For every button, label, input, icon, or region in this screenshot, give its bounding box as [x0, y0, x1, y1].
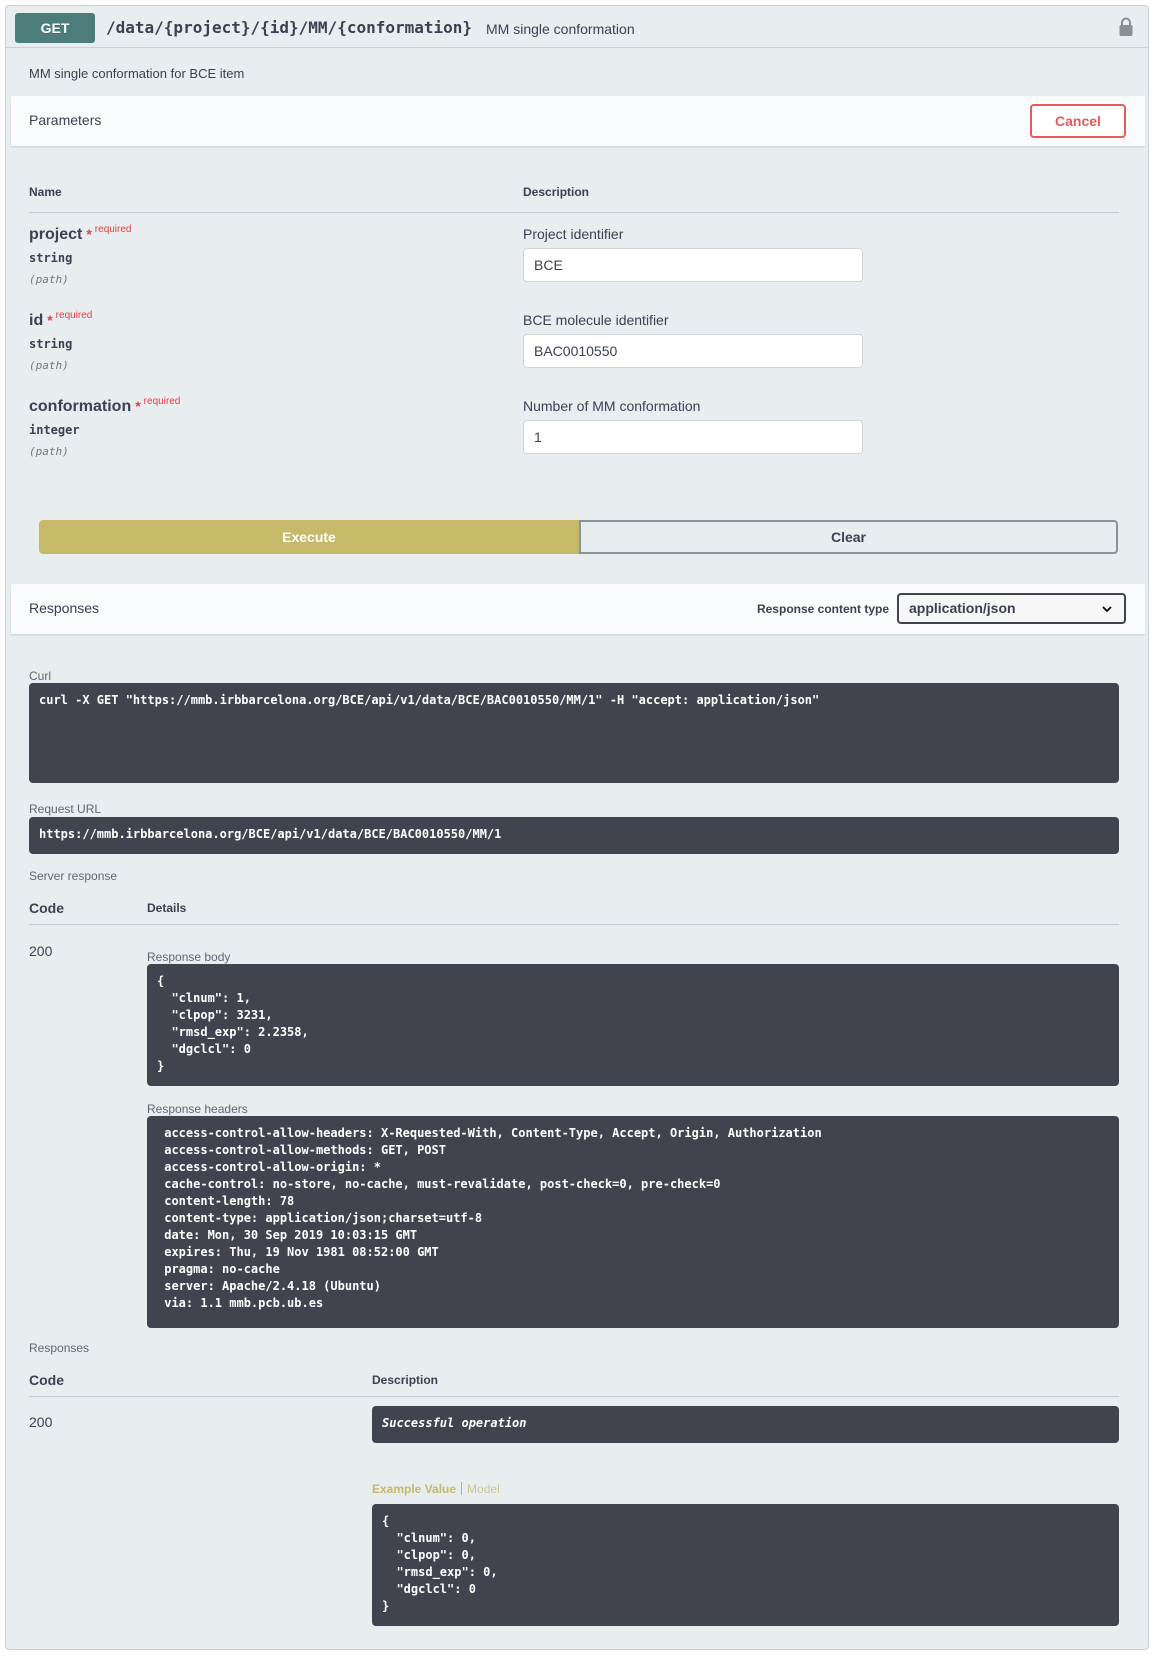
example-value[interactable]: { "clnum": 0, "clpop": 0, "rmsd_exp": 0, "dgclcl": 0 } — [372, 1504, 1119, 1626]
responses-title: Responses — [29, 600, 100, 616]
param-desc-project: Project identifier — [523, 226, 624, 242]
server-response-label: Server response — [29, 869, 118, 883]
param-type-id: string — [29, 337, 73, 351]
doc-col-code: Code — [29, 1372, 64, 1388]
server-col-details: Details — [147, 901, 187, 915]
param-name-project: project * $^{required}$ — [29, 224, 132, 243]
operation-description: MM single conformation for BCE item — [29, 66, 245, 81]
param-in-project: (path) — [29, 273, 69, 286]
clear-button[interactable]: Clear — [579, 520, 1118, 554]
request-url-label: Request URL — [29, 802, 102, 816]
doc-col-description: Description — [372, 1373, 439, 1387]
tab-separator — [461, 1482, 462, 1495]
param-in-conformation: (path) — [29, 445, 69, 458]
doc-table-divider — [29, 1396, 1119, 1397]
execute-button[interactable]: Execute — [39, 520, 579, 554]
param-type-conformation: integer — [29, 423, 80, 437]
example-tabs — [372, 1482, 500, 1496]
tab-model[interactable]: Model — [467, 1482, 500, 1496]
responses-header — [11, 584, 1145, 634]
server-response-code: 200 — [29, 943, 53, 959]
doc-response-description: Successful operation — [372, 1406, 1119, 1443]
operation-summary[interactable] — [6, 6, 1148, 48]
response-body[interactable]: { "clnum": 1, "clpop": 3231, "rmsd_exp": 2.2358, "dgclcl": 0 } — [147, 964, 1119, 1086]
parameters-header — [11, 96, 1145, 146]
response-headers-label: Response headers — [147, 1102, 248, 1116]
cancel-button[interactable]: Cancel — [1030, 104, 1126, 138]
method-badge: GET — [15, 13, 95, 43]
operation-path: /data/{project}/{id}/MM/{conformation} — [106, 18, 473, 37]
param-table-divider — [29, 212, 1119, 213]
content-type-select[interactable] — [897, 593, 1126, 624]
parameters-title: Parameters — [29, 112, 102, 128]
project-input[interactable] — [523, 248, 863, 282]
content-type-label: Response content type — [756, 602, 889, 616]
content-type-value: application/json — [909, 600, 1016, 616]
request-url[interactable]: https://mmb.irbbarcelona.org/BCE/api/v1/data/BCE/BAC0010550/MM/1 — [29, 817, 1119, 854]
param-col-name: Name — [29, 185, 62, 199]
conformation-input[interactable] — [523, 420, 863, 454]
operation-summary-text: MM single conformation — [486, 21, 635, 37]
lock-icon[interactable] — [1118, 17, 1134, 37]
param-in-id: (path) — [29, 359, 69, 372]
doc-response-code: 200 — [29, 1414, 53, 1430]
curl-label: Curl — [29, 669, 52, 683]
server-table-divider — [29, 924, 1119, 925]
tab-example-value[interactable]: Example Value — [372, 1482, 457, 1496]
server-col-code: Code — [29, 900, 64, 916]
curl-command[interactable]: curl -X GET "https://mmb.irbbarcelona.org/BCE/api/v1/data/BCE/BAC0010550/MM/1" -H "accept: application/json" — [29, 683, 1119, 783]
param-desc-conformation: Number of MM conformation — [523, 398, 701, 414]
param-name-id: id * $^{required}$ — [29, 310, 93, 329]
param-type-project: string — [29, 251, 73, 265]
operation-block — [5, 5, 1149, 1650]
response-headers[interactable]: access-control-allow-headers: X-Requested-With, Content-Type, Accept, Origin, Authorization access-control-allow-methods: GET, POST access-control-allow-origin: * cache-control: no-store, no-cache, must-revalidate, post-check=0, pre-check=0 content-length: 78 content-type: application/json;charset=utf-8 date: Mon, 30 Sep 2019 10:03:15 GMT expires: Thu, 19 Nov 1981 08:52:00 GMT pragma: no-cache server: Apache/2.4.18 (Ubuntu) via: 1.1 mmb.pcb.ub.es — [147, 1116, 1119, 1328]
response-body-label: Response body — [147, 950, 231, 964]
chevron-down-icon — [1102, 604, 1112, 614]
responses-doc-label: Responses — [29, 1341, 90, 1355]
param-desc-id: BCE molecule identifier — [523, 312, 669, 328]
id-input[interactable] — [523, 334, 863, 368]
param-col-description: Description — [523, 185, 590, 199]
param-name-conformation: conformation * $^{required}$ — [29, 396, 181, 415]
